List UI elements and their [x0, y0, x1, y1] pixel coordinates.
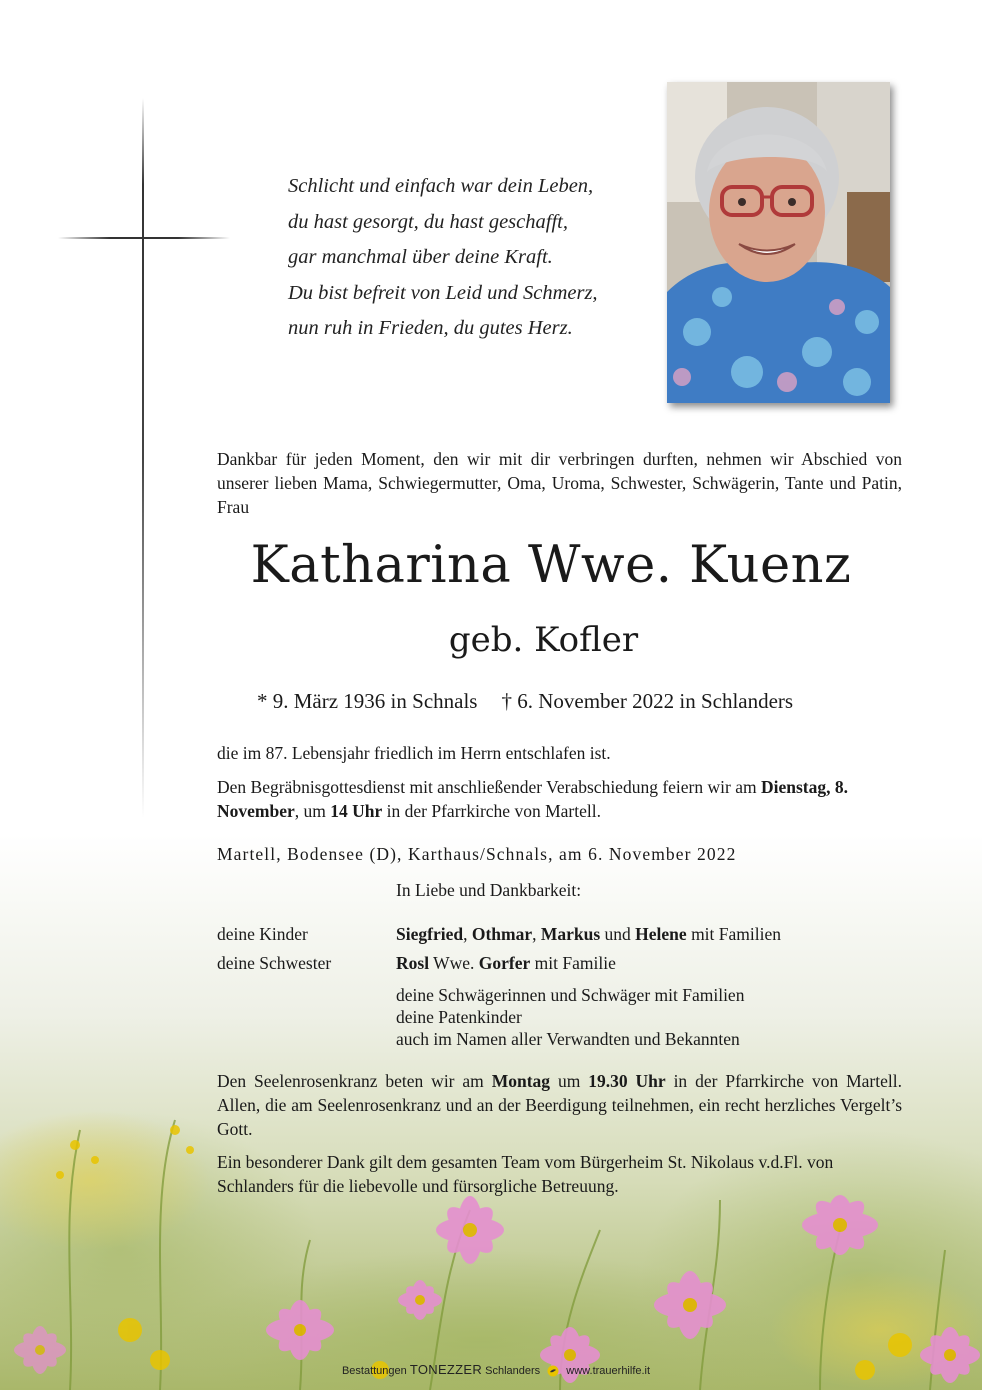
- funeral-text: Den Begräbnisgottesdienst mit anschließender Verabschiedung feiern wir am Dienstag, 8. November, um 14 Uhr in der Pfarrkirche von Martell.: [217, 777, 848, 821]
- footer-prefix: Bestattungen: [341, 1365, 407, 1377]
- birth-date: * 9. März 1936 in Schnals: [257, 689, 478, 713]
- maiden-name: geb. Kofler: [448, 620, 639, 660]
- love-line: In Liebe und Dankbarkeit:: [396, 880, 582, 900]
- deceased-name: Katharina Wwe. Kuenz: [250, 536, 852, 595]
- poem-line: nun ruh in Frieden, du gutes Herz.: [288, 317, 573, 339]
- family-row: [217, 949, 781, 978]
- funeral-date: 8. November: [217, 777, 848, 821]
- relatives-line: auch im Namen aller Verwandten und Bekannten: [396, 1029, 740, 1049]
- place-date: Martell, Bodensee (D), Karthaus/Schnals, am 6. November 2022: [217, 844, 737, 864]
- cross-vertical: [142, 98, 144, 818]
- life-dates: [257, 689, 793, 714]
- family-row: [217, 920, 781, 949]
- footer-brand: TONEZZER: [409, 1362, 483, 1377]
- portrait-photo: [667, 82, 890, 403]
- funeral-intro: Den Begräbnisgottesdienst mit anschließender Verabschiedung feiern wir am: [217, 777, 757, 797]
- intro-text: Dankbar für jeden Moment, den wir mit dir verbringen durften, nehmen wir Abschied von unserer lieben Mama, Schwiegermutter, Oma, Uroma, Schwester, Schwägerin, Tante und Patin, Frau: [217, 449, 902, 517]
- funeral-time: 14 Uhr: [330, 801, 383, 821]
- poem-line: gar manchmal über deine Kraft.: [288, 246, 553, 268]
- funeral-sep: , um: [294, 801, 326, 821]
- relatives-line: deine Patenkinder: [396, 1007, 522, 1027]
- poem: [288, 169, 598, 347]
- relatives-line: deine Schwägerinnen und Schwäger mit Familien: [396, 985, 745, 1005]
- rosary-text: Den Seelenrosenkranz beten wir am Montag um 19.30 Uhr in der Pfarrkirche von Martell. Allen, die am Seelenrosenkranz und an der Beerdigung teilnehmen, ein recht herzliches Vergelt’s Gott.: [217, 1071, 902, 1139]
- poem-line: Schlicht und einfach war dein Leben,: [288, 175, 594, 197]
- family-label: deine Kinder: [217, 924, 308, 944]
- family-names: Rosl Wwe. Gorfer mit Familie: [396, 953, 616, 973]
- cross-horizontal: [58, 237, 230, 239]
- family-list: [217, 920, 781, 978]
- footer-town: Schlanders: [485, 1365, 541, 1377]
- passing-text: die im 87. Lebensjahr friedlich im Herrn entschlafen ist.: [217, 743, 611, 763]
- extra-relatives: [396, 984, 744, 1050]
- dove-logo-icon: [547, 1365, 559, 1377]
- poem-line: du hast gesorgt, du hast geschafft,: [288, 210, 568, 233]
- footer-url: www.trauerhilfe.it: [566, 1365, 651, 1377]
- death-date: † 6. November 2022 in Schlanders: [501, 689, 794, 713]
- funeral-day: Dienstag: [760, 777, 827, 797]
- footer: [0, 1362, 982, 1377]
- family-label: deine Schwester: [217, 953, 332, 973]
- poem-line: Du bist befreit von Leid und Schmerz,: [288, 281, 598, 304]
- funeral-place: in der Pfarrkirche von Martell.: [386, 801, 601, 821]
- family-names: Siegfried, Othmar, Markus und Helene mit Familien: [396, 924, 781, 944]
- thanks-text: Ein besonderer Dank gilt dem gesamten Team vom Bürgerheim St. Nikolaus v.d.Fl. von Schlanders für die liebevolle und fürsorgliche Betreuung.: [217, 1152, 834, 1196]
